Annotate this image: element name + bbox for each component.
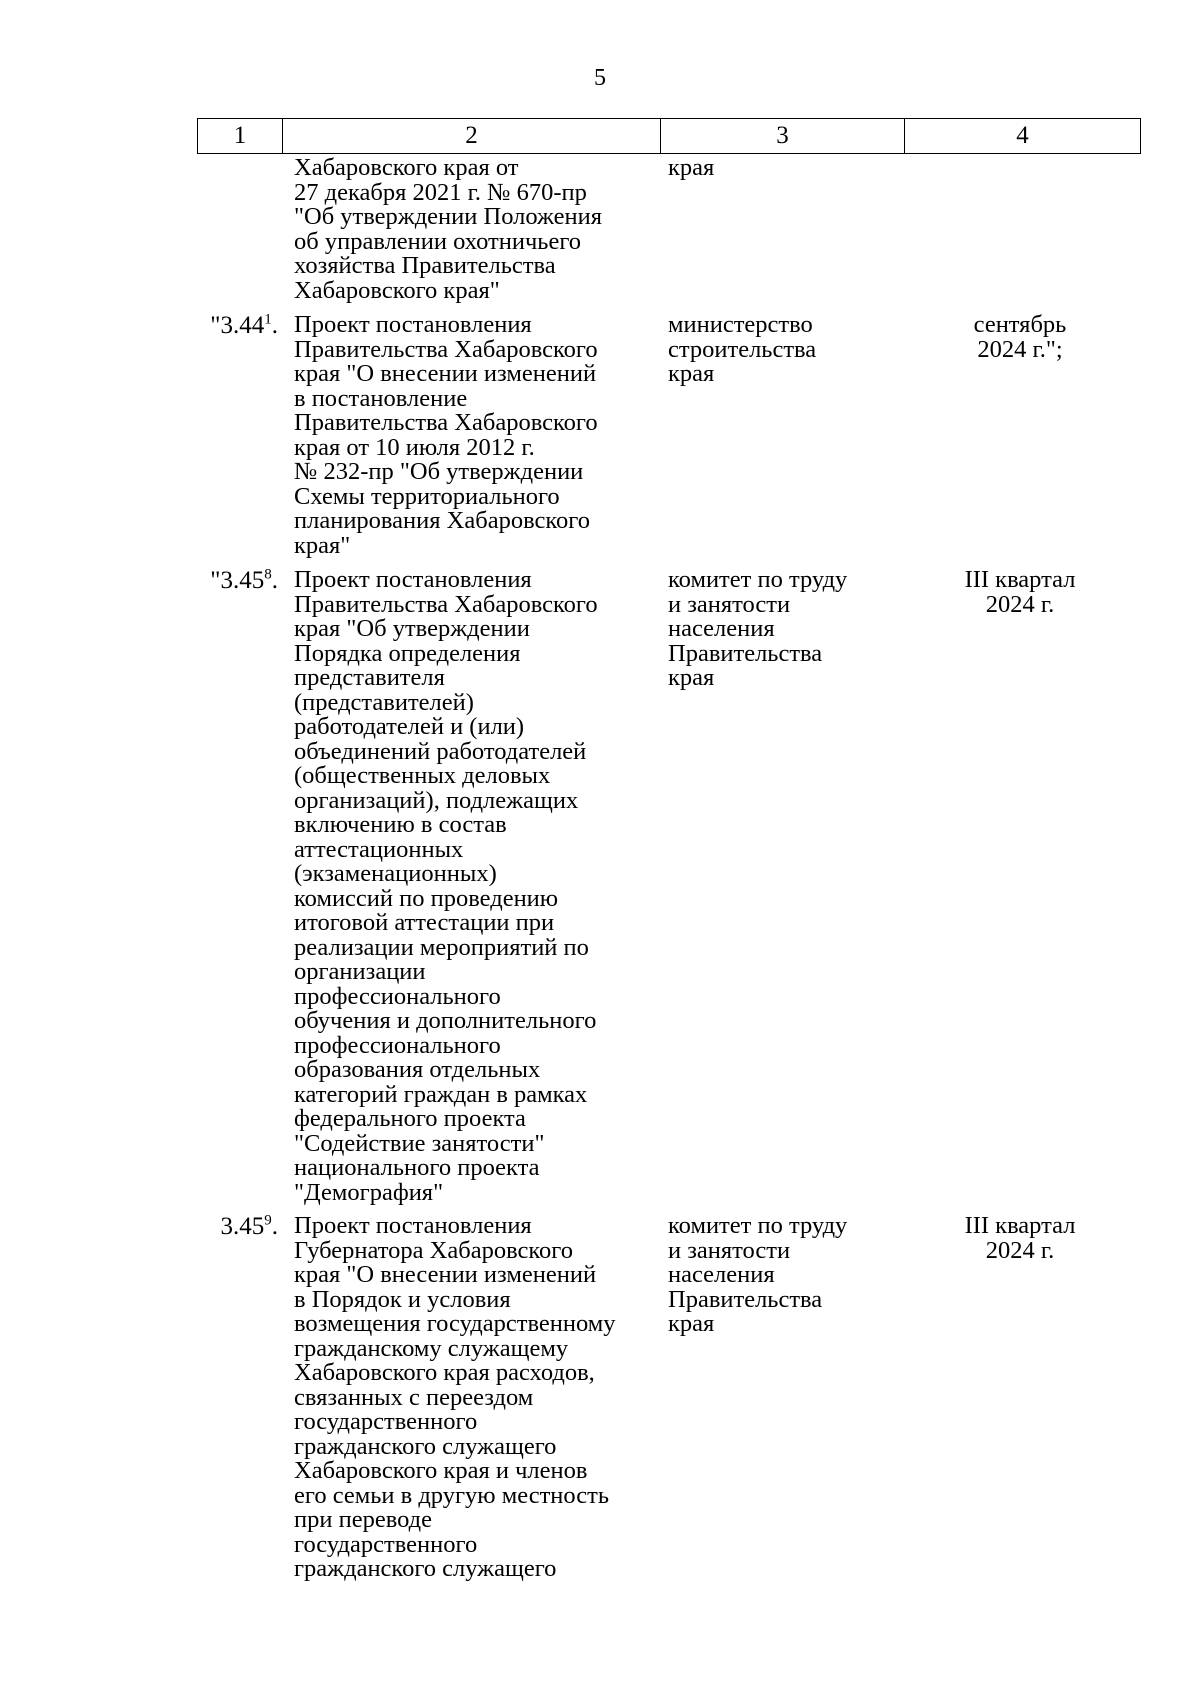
row-title: Проект постановления Правительства Хабаровского края "О внесении изменений в постановление Правительства Хабаровского края от 10 июля 2012 г. № 232-пр "Об утверждении Схемы территориального планирования Хабаровского края" [294, 311, 598, 559]
row-responsible: края [668, 154, 715, 181]
table-header [197, 118, 1141, 154]
row-responsible: министерство строительства края [668, 311, 817, 387]
row-number-suffix: . [271, 312, 278, 339]
header-cell-1: 1 [198, 119, 283, 153]
row-number-main: 3.45 [220, 1213, 265, 1240]
row-number [210, 568, 278, 593]
row-responsible: комитет по труду и занятости населения Правительства края [668, 1212, 848, 1337]
row-deadline: III квартал 2024 г. [964, 1212, 1076, 1264]
row-deadline: III квартал 2024 г. [964, 566, 1076, 618]
row-number [210, 313, 278, 338]
row-number-suffix: . [271, 1213, 278, 1240]
header-cell-2: 2 [283, 119, 661, 153]
header-cell-4: 4 [1016, 122, 1029, 149]
row-number-main: "3.45 [210, 567, 265, 594]
row-number-superscript: 8 [264, 566, 272, 583]
row-title: Проект постановления Губернатора Хабаровского края "О внесении изменений в Порядок и условия возмещения государственному гражданскому служащему Хабаровского края расходов, связанных с переездом государственного гражданского служащего Хабаровского края и членов его семьи в другую местность при переводе государственного гражданского служащего [294, 1212, 616, 1582]
row-number-superscript: 9 [264, 1212, 272, 1229]
page-number: 5 [594, 65, 606, 91]
row-title: Проект постановления Правительства Хабаровского края "Об утверждении Порядка определения представителя (представителей) работодателей и (или) объединений работодателей (общественных деловых организаций), подлежащих включению в состав аттестационных (экзаменационных) комиссий по проведению итоговой аттестации при реализации мероприятий по организации профессионального обучения и дополнительного профессионального образования отдельных категорий граждан в рамках федерального проекта "Содействие занятости" национального проекта "Демография" [294, 566, 598, 1206]
row-title: Хабаровского края от 27 декабря 2021 г. № 670-пр "Об утверждении Положения об управлении охотничьего хозяйства Правительства Хабаровского края" [294, 154, 602, 304]
row-responsible: комитет по труду и занятости населения Правительства края [668, 566, 848, 691]
row-number [221, 1214, 279, 1239]
header-cell-3: 3 [661, 119, 905, 153]
row-number-main: "3.44 [210, 312, 265, 339]
row-number-superscript: 1 [264, 311, 272, 328]
row-deadline: сентябрь 2024 г."; [973, 311, 1067, 363]
row-number-suffix: . [271, 567, 278, 594]
